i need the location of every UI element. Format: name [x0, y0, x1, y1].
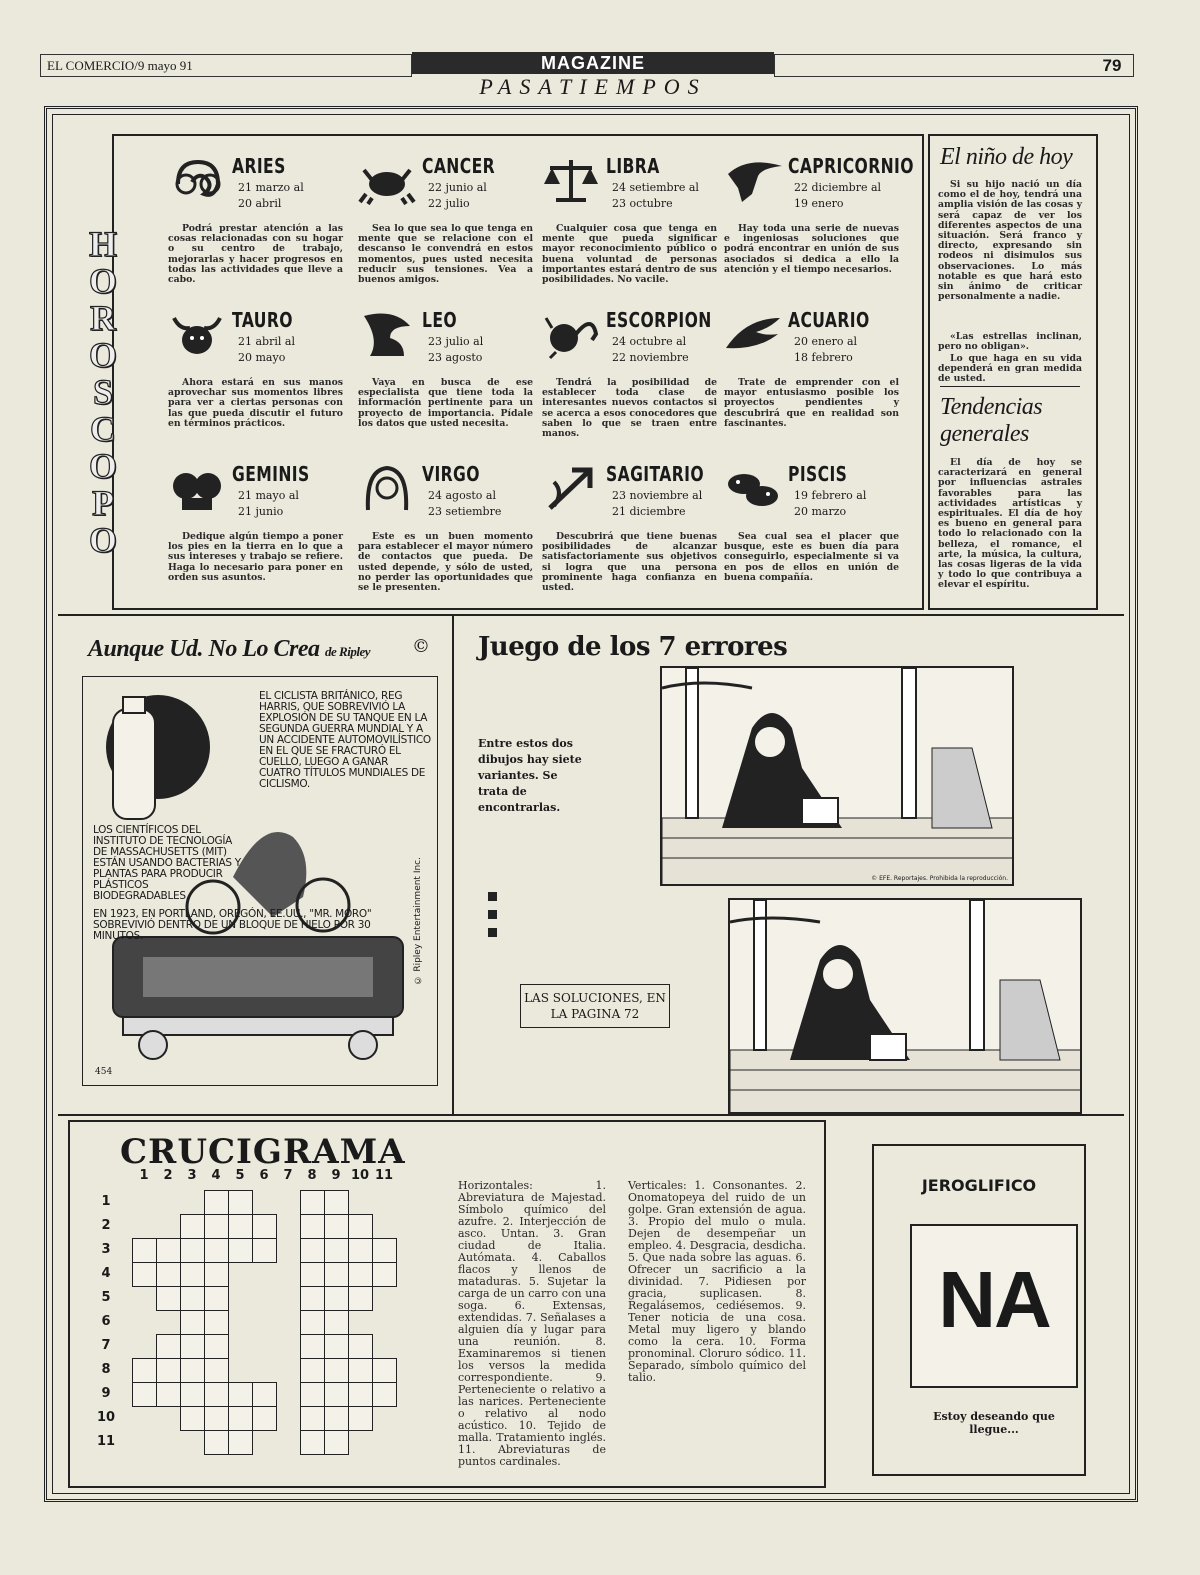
maiden-icon	[358, 462, 416, 514]
sign-date-end: 21 junio	[238, 505, 284, 518]
sign-dates	[238, 180, 348, 212]
section-divider	[452, 614, 454, 1116]
sign-name: LIBRA	[606, 154, 660, 178]
crossword-cell[interactable]	[132, 1382, 157, 1407]
divider	[940, 386, 1080, 387]
masthead-date: EL COMERCIO/9 mayo 91	[40, 54, 412, 77]
crossword-row-number: 2	[101, 1218, 111, 1233]
crossword-cell[interactable]	[204, 1214, 229, 1239]
sign-dates	[428, 180, 538, 212]
sign-date-end: 23 octubre	[612, 197, 673, 210]
sign-name: SAGITARIO	[606, 462, 705, 486]
jeroglifico-caption: Estoy deseando que llegue...	[933, 1410, 1055, 1436]
archer-icon	[542, 462, 600, 514]
crossword-cell[interactable]	[324, 1286, 349, 1311]
horoscope-letter: O	[88, 335, 117, 375]
sign-text: Cualquier cosa que tenga en mente que pueda significar mayor reconocimiento público o buena voluntad de personas importantes estará dentro de sus posibilidades. No vacile.	[542, 223, 717, 286]
crossword-cell[interactable]	[348, 1262, 373, 1287]
sign-dates	[428, 334, 538, 366]
crossword-clues-vertical: Verticales: 1. Consonantes. 2. Onomatopeya del ruido de un golpe. Gran extensión de agua. 3. Propio del mulo o mula. Dejen de desempeñar un empleo. 4. Desgracia, desdicha. 5. Que nada sobre las aguas. 6. Ofrecer un sacrificio a la divinidad. 7. Pidiesen por gracia, suplicasen. 8. Regalásemos, cediésemos. 9. Tener noticia de una cosa. Metal muy ligero y blando como la cera. 10. Forma pronominal. Cloruro sódico. 11. Separado, símbolo químico del talio.	[628, 1179, 806, 1384]
crossword-cell[interactable]	[180, 1286, 205, 1311]
crossword-cell[interactable]	[300, 1262, 325, 1287]
crossword-row-number: 9	[101, 1386, 111, 1401]
crossword-cell[interactable]	[252, 1406, 277, 1431]
fish-icon	[724, 462, 782, 514]
crossword-column-number: 5	[235, 1168, 245, 1183]
crossword-column-number: 10	[350, 1168, 370, 1183]
crossword-cell[interactable]	[204, 1358, 229, 1383]
crossword-cell[interactable]	[156, 1238, 181, 1263]
crossword-cell[interactable]	[204, 1406, 229, 1431]
page-number: 79	[1102, 56, 1122, 75]
bullet	[488, 892, 497, 901]
sign-date-end: 21 diciembre	[612, 505, 686, 518]
bullet	[488, 910, 497, 919]
crossword-cell[interactable]	[204, 1334, 229, 1359]
ripley-title	[88, 636, 370, 663]
crossword-row-number: 10	[96, 1410, 116, 1425]
crossword-cell[interactable]	[348, 1334, 373, 1359]
crossword-cell[interactable]	[180, 1214, 205, 1239]
crossword-cell[interactable]	[300, 1190, 325, 1215]
crossword-cell[interactable]	[300, 1286, 325, 1311]
section-divider	[58, 614, 1124, 616]
crossword-clues-horizontal: Horizontales: 1. Abreviatura de Majestad. Símbolo químico del azufre. 2. Interjección de asco. Untan. 3. Gran ciudad de Italia. Autómata. 4. Caballos flacos y llenos de mataduras. 5. Sujetar la carga de un carro con una soga. 6. Extensas, extendidas. 7. Señalases a alguien día y lugar para una reunión. 8. Examinaremos si tienen los versos la medida correspondiente. 9. Perteneciente o relativo a las narices. Perteneciente o relativo al nodo acústico. 10. Tejido de malla. Tratamiento inglés. 11. Abreviaturas de puntos cardinales.	[458, 1179, 606, 1468]
ripley-cartoon	[82, 676, 438, 1086]
ripley-brand: de Ripley	[325, 644, 370, 659]
copyright-symbol: ©	[412, 636, 430, 657]
sign-text: Vaya en busca de ese especialista que tiene toda la información pertinente para un proyecto de importancia. Pídale los datos que usted necesita.	[358, 377, 533, 429]
nino-paragraph: Si su hijo nació un día como el de hoy, tendrá una amplia visión de las cosas y será capaz de ver los diferentes aspectos de una situación. Será franco y directo, expresando sin rodeos ni disimulos sus observaciones. Lo más notable es que hará esto sin ánimo de criticar personalmente a nadie.	[938, 179, 1082, 303]
crossword-column-number: 2	[163, 1168, 173, 1183]
sign-date-start: 23 julio al	[428, 335, 484, 348]
scorpion-icon	[542, 308, 600, 360]
sign-date-end: 22 noviembre	[612, 351, 689, 364]
sign-date-start: 24 octubre al	[612, 335, 687, 348]
errores-description: Entre estos dos dibujos hay siete variantes. Se trata de encontrarlas.	[478, 737, 582, 814]
crossword-cell[interactable]	[324, 1310, 349, 1335]
crossword-cell[interactable]	[252, 1382, 277, 1407]
crossword-cell[interactable]	[204, 1190, 229, 1215]
scales-icon	[542, 154, 600, 206]
sign-dates	[612, 488, 722, 520]
crossword-column-number: 8	[307, 1168, 317, 1183]
crossword-cell[interactable]	[180, 1238, 205, 1263]
crossword-cell[interactable]	[180, 1310, 205, 1335]
crossword-cell[interactable]	[348, 1358, 373, 1383]
crossword-cell[interactable]	[132, 1238, 157, 1263]
sign-text: Sea lo que sea lo que tenga en mente que se relacione con el descanso le convendrá en estos momentos, pues usted necesita reducir sus tensiones. Vea a buenos amigos.	[358, 223, 533, 286]
crossword-row-number: 3	[101, 1242, 111, 1257]
sign-date-start: 24 agosto al	[428, 489, 496, 502]
crossword-cell[interactable]	[324, 1382, 349, 1407]
sign-name: ARIES	[232, 154, 286, 178]
crossword-cell[interactable]	[156, 1382, 181, 1407]
crossword-column-number: 1	[139, 1168, 149, 1183]
crossword-cell[interactable]	[204, 1382, 229, 1407]
crossword-cell[interactable]	[324, 1430, 349, 1455]
crossword-cell[interactable]	[300, 1358, 325, 1383]
sign-text: Este es un buen momento para establecer el mayor número de contactos que pueda. De usted depende, y sólo de usted, no perder las oportunidades que se le presenten.	[358, 531, 533, 594]
sign-dates	[794, 180, 904, 212]
crossword-column-number: 4	[211, 1168, 221, 1183]
nino-quote: «Las estrellas inclinan, pero no obligan».	[938, 331, 1082, 353]
sign-dates	[794, 488, 904, 520]
sign-date-start: 22 diciembre al	[794, 181, 882, 194]
ripley-fact: EL CICLISTA BRITÁNICO, REG HARRIS, QUE SOBREVIVIÓ LA EXPLOSIÓN DE SU TANQUE EN LA SEGUNDA GUERRA MUNDIAL Y A UN ACCIDENTE AUTOMOVILÍSTICO EN EL QUE SE FRACTURÓ EL CUELLO, LUEGO A GANAR CUATRO TÍTULOS MUNDIALES DE CICLISMO.	[259, 690, 431, 790]
crossword-cell[interactable]	[300, 1310, 325, 1335]
crossword-cell[interactable]	[324, 1406, 349, 1431]
sign-name: CAPRICORNIO	[788, 154, 914, 178]
sign-date-end: 19 enero	[794, 197, 844, 210]
crossword-cell[interactable]	[156, 1358, 181, 1383]
sign-dates	[428, 488, 538, 520]
crossword-cell[interactable]	[180, 1262, 205, 1287]
sign-text: Trate de emprender con el mayor entusiasmo posible los proyectos pendientes y descubrirá que en realidad son fascinantes.	[724, 377, 899, 429]
crossword-cell[interactable]	[348, 1406, 373, 1431]
sign-date-start: 24 setiembre al	[612, 181, 699, 194]
sign-date-end: 23 setiembre	[428, 505, 502, 518]
nino-paragraph: Lo que haga en su vida dependerá en gran medida de usted.	[938, 353, 1082, 385]
crossword-row-number: 7	[101, 1338, 111, 1353]
crossword-cell[interactable]	[132, 1358, 157, 1383]
crossword-cell[interactable]	[300, 1382, 325, 1407]
crossword-cell[interactable]	[156, 1334, 181, 1359]
tendencias-title: generales	[940, 421, 1029, 447]
crossword-cell[interactable]	[324, 1334, 349, 1359]
crossword-cell[interactable]	[252, 1214, 277, 1239]
ripley-title-text: Aunque Ud. No Lo Crea	[88, 636, 320, 662]
sign-text: Descubrirá que tiene buenas posibilidades de alcanzar satisfactoriamente sus objetivos si logra que una persona prominente haga confianza en usted.	[542, 531, 717, 594]
crossword-cell[interactable]	[300, 1238, 325, 1263]
horoscope-letter: H	[88, 224, 117, 264]
crossword-cell[interactable]	[180, 1382, 205, 1407]
crossword-cell[interactable]	[204, 1310, 229, 1335]
section-divider	[58, 1114, 1124, 1116]
crossword-row-number: 6	[101, 1314, 111, 1329]
tendencias-title: Tendencias	[940, 394, 1043, 420]
crossword-cell[interactable]	[204, 1286, 229, 1311]
sign-dates	[794, 334, 904, 366]
nino-title: El niño de hoy	[940, 144, 1073, 170]
sign-name: ESCORPION	[606, 308, 712, 332]
sign-date-start: 19 febrero al	[794, 489, 867, 502]
ram-icon	[168, 154, 226, 206]
header-rule-box	[774, 54, 1134, 77]
crossword-cell[interactable]	[372, 1382, 397, 1407]
crossword-cell[interactable]	[348, 1214, 373, 1239]
crossword-row-number: 11	[96, 1434, 116, 1449]
jeroglifico-puzzle: NA	[938, 1255, 1050, 1344]
jeroglifico-title: JEROGLIFICO	[921, 1176, 1037, 1195]
crab-icon	[358, 154, 416, 206]
water-bearer-icon	[724, 308, 782, 360]
sign-date-start: 21 abril al	[238, 335, 295, 348]
tendencias-paragraph: El día de hoy se caracterizará en general por influencias astrales favorables para las actividades artísticas y espirituales. El día de hoy es bueno en general para todo lo relacionado con la belleza, el romance, el arte, la música, la cultura, las cosas ligeras de la vida y todo lo que contribuya a elevar el espíritu.	[938, 457, 1082, 591]
crossword-title: CRUCIGRAMA	[120, 1132, 406, 1172]
crossword-cell[interactable]	[324, 1262, 349, 1287]
crossword-cell[interactable]	[204, 1430, 229, 1455]
ripley-number: 454	[95, 1067, 113, 1077]
sign-date-end: 18 febrero	[794, 351, 853, 364]
sign-date-end: 20 mayo	[238, 351, 286, 364]
crossword-row-number: 1	[101, 1194, 111, 1209]
horoscope-letter: O	[88, 261, 117, 301]
crossword-cell[interactable]	[228, 1238, 253, 1263]
sign-name: LEO	[422, 308, 458, 332]
crossword-row-number: 8	[101, 1362, 111, 1377]
bull-icon	[168, 308, 226, 360]
ripley-fact: LOS CIENTÍFICOS DEL INSTITUTO DE TECNOLOGÍA DE MASSACHUSETTS (MIT) ESTÁN USANDO BACTERIAS Y PLANTAS PARA PRODUCIR PLÁSTICOS BIODEGRADABLES.	[93, 824, 241, 902]
drawing-b	[728, 898, 1082, 1114]
crossword-column-number: 11	[374, 1168, 394, 1183]
sign-date-start: 21 marzo al	[238, 181, 304, 194]
sign-text: Sea cual sea el placer que busque, este es buen día para conseguirlo, especialmente si va en pos de ellos en unión de buena compañía.	[724, 531, 899, 583]
sign-date-end: 20 marzo	[794, 505, 847, 518]
crossword-column-number: 3	[187, 1168, 197, 1183]
crossword-cell[interactable]	[324, 1238, 349, 1263]
crossword-cell[interactable]	[300, 1214, 325, 1239]
crossword-cell[interactable]	[228, 1406, 253, 1431]
crossword-cell[interactable]	[324, 1190, 349, 1215]
sign-dates	[238, 334, 348, 366]
crossword-cell[interactable]	[228, 1430, 253, 1455]
horoscope-letter: C	[90, 409, 116, 449]
ripley-fact: EN 1923, EN PORTLAND, OREGÓN, EE.UU., "MR. MORO" SOBREVIVIÓ DENTRO DE UN BLOQUE DE HIELO POR 30 MINUTOS.	[93, 908, 372, 942]
crossword-cell[interactable]	[348, 1238, 373, 1263]
bullet	[488, 928, 497, 937]
horoscope-vertical-title	[78, 226, 128, 559]
crossword-cell[interactable]	[156, 1262, 181, 1287]
crossword-cell[interactable]	[324, 1214, 349, 1239]
crossword-row-number: 5	[101, 1290, 111, 1305]
horoscope-letter: R	[90, 298, 116, 338]
crossword-cell[interactable]	[348, 1382, 373, 1407]
crossword-cell[interactable]	[348, 1286, 373, 1311]
crossword-column-number: 7	[283, 1168, 293, 1183]
horoscope-letter: P	[92, 483, 114, 523]
sign-name: PISCIS	[788, 462, 848, 486]
crossword-cell[interactable]	[228, 1190, 253, 1215]
sign-dates	[612, 180, 722, 212]
twins-icon	[168, 462, 226, 514]
errores-title: Juego de los 7 errores	[478, 632, 788, 662]
crossword-cell[interactable]	[156, 1286, 181, 1311]
crossword-cell[interactable]	[300, 1334, 325, 1359]
subsection-title: PASATIEMPOS	[479, 74, 707, 99]
sign-name: GEMINIS	[232, 462, 310, 486]
crossword-cell[interactable]	[372, 1262, 397, 1287]
ripley-credit: © Ripley Entertainment Inc.	[413, 857, 423, 985]
sign-text: Podrá prestar atención a las cosas relacionadas con su hogar o su centro de trabajo, mejorarlas y hacer progresos en todas las actividades que lleve a cabo.	[168, 223, 343, 286]
crossword-cell[interactable]	[204, 1238, 229, 1263]
lion-icon	[358, 308, 416, 360]
sign-name: TAURO	[232, 308, 293, 332]
crossword-cell[interactable]	[372, 1238, 397, 1263]
crossword-row-number: 4	[101, 1266, 111, 1281]
sign-date-start: 22 junio al	[428, 181, 487, 194]
crossword-cell[interactable]	[204, 1262, 229, 1287]
sign-date-start: 20 enero al	[794, 335, 858, 348]
section-title: MAGAZINE	[412, 52, 774, 74]
crossword-cell[interactable]	[132, 1262, 157, 1287]
crossword-cell[interactable]	[180, 1406, 205, 1431]
sign-dates	[612, 334, 722, 366]
crossword-cell[interactable]	[324, 1358, 349, 1383]
horoscope-letter: S	[92, 372, 114, 412]
crossword-cell[interactable]	[180, 1334, 205, 1359]
horoscope-letter: O	[88, 446, 117, 486]
crossword-cell[interactable]	[228, 1382, 253, 1407]
sign-text: Ahora estará en sus manos aprovechar sus momentos libres para ver a ciertas personas con las que pueda discutir el futuro en términos prácticos.	[168, 377, 343, 429]
sign-name: ACUARIO	[788, 308, 870, 332]
sign-text: Dedique algún tiempo a poner los pies en la tierra en lo que a sus intereses y trabajo se refiere. Haga lo necesario para poner en orden sus asuntos.	[168, 531, 343, 583]
sign-date-end: 20 abril	[238, 197, 282, 210]
errores-credit: © EFE. Reportajes. Prohibida la reproducción.	[871, 875, 1008, 882]
crossword-cell[interactable]	[252, 1238, 277, 1263]
crossword-cell[interactable]	[180, 1358, 205, 1383]
crossword-column-number: 9	[331, 1168, 341, 1183]
drawing-a	[660, 666, 1014, 886]
crossword-cell[interactable]	[372, 1358, 397, 1383]
sign-text: Tendrá la posibilidad de establecer toda clase de interesantes nuevos contactos si se acerca a esos conocedores que saben lo que se traen entre manos.	[542, 377, 717, 440]
crossword-column-number: 6	[259, 1168, 269, 1183]
sign-date-end: 23 agosto	[428, 351, 483, 364]
sign-date-end: 22 julio	[428, 197, 470, 210]
horoscope-letter: O	[88, 520, 117, 560]
goat-icon	[724, 154, 782, 206]
crossword-cell[interactable]	[228, 1214, 253, 1239]
sign-name: CANCER	[422, 154, 496, 178]
sign-text: Hay toda una serie de nuevas e ingeniosas soluciones que podrá encontrar en unión de sus asociados si dedica a ello la atención y el tiempo necesarios.	[724, 223, 899, 275]
sign-date-start: 21 mayo al	[238, 489, 299, 502]
crossword-cell[interactable]	[300, 1406, 325, 1431]
crossword-cell[interactable]	[300, 1430, 325, 1455]
sign-date-start: 23 noviembre al	[612, 489, 703, 502]
sign-dates	[238, 488, 348, 520]
soluciones-box: LAS SOLUCIONES, EN LA PAGINA 72	[520, 984, 670, 1028]
sign-name: VIRGO	[422, 462, 480, 486]
